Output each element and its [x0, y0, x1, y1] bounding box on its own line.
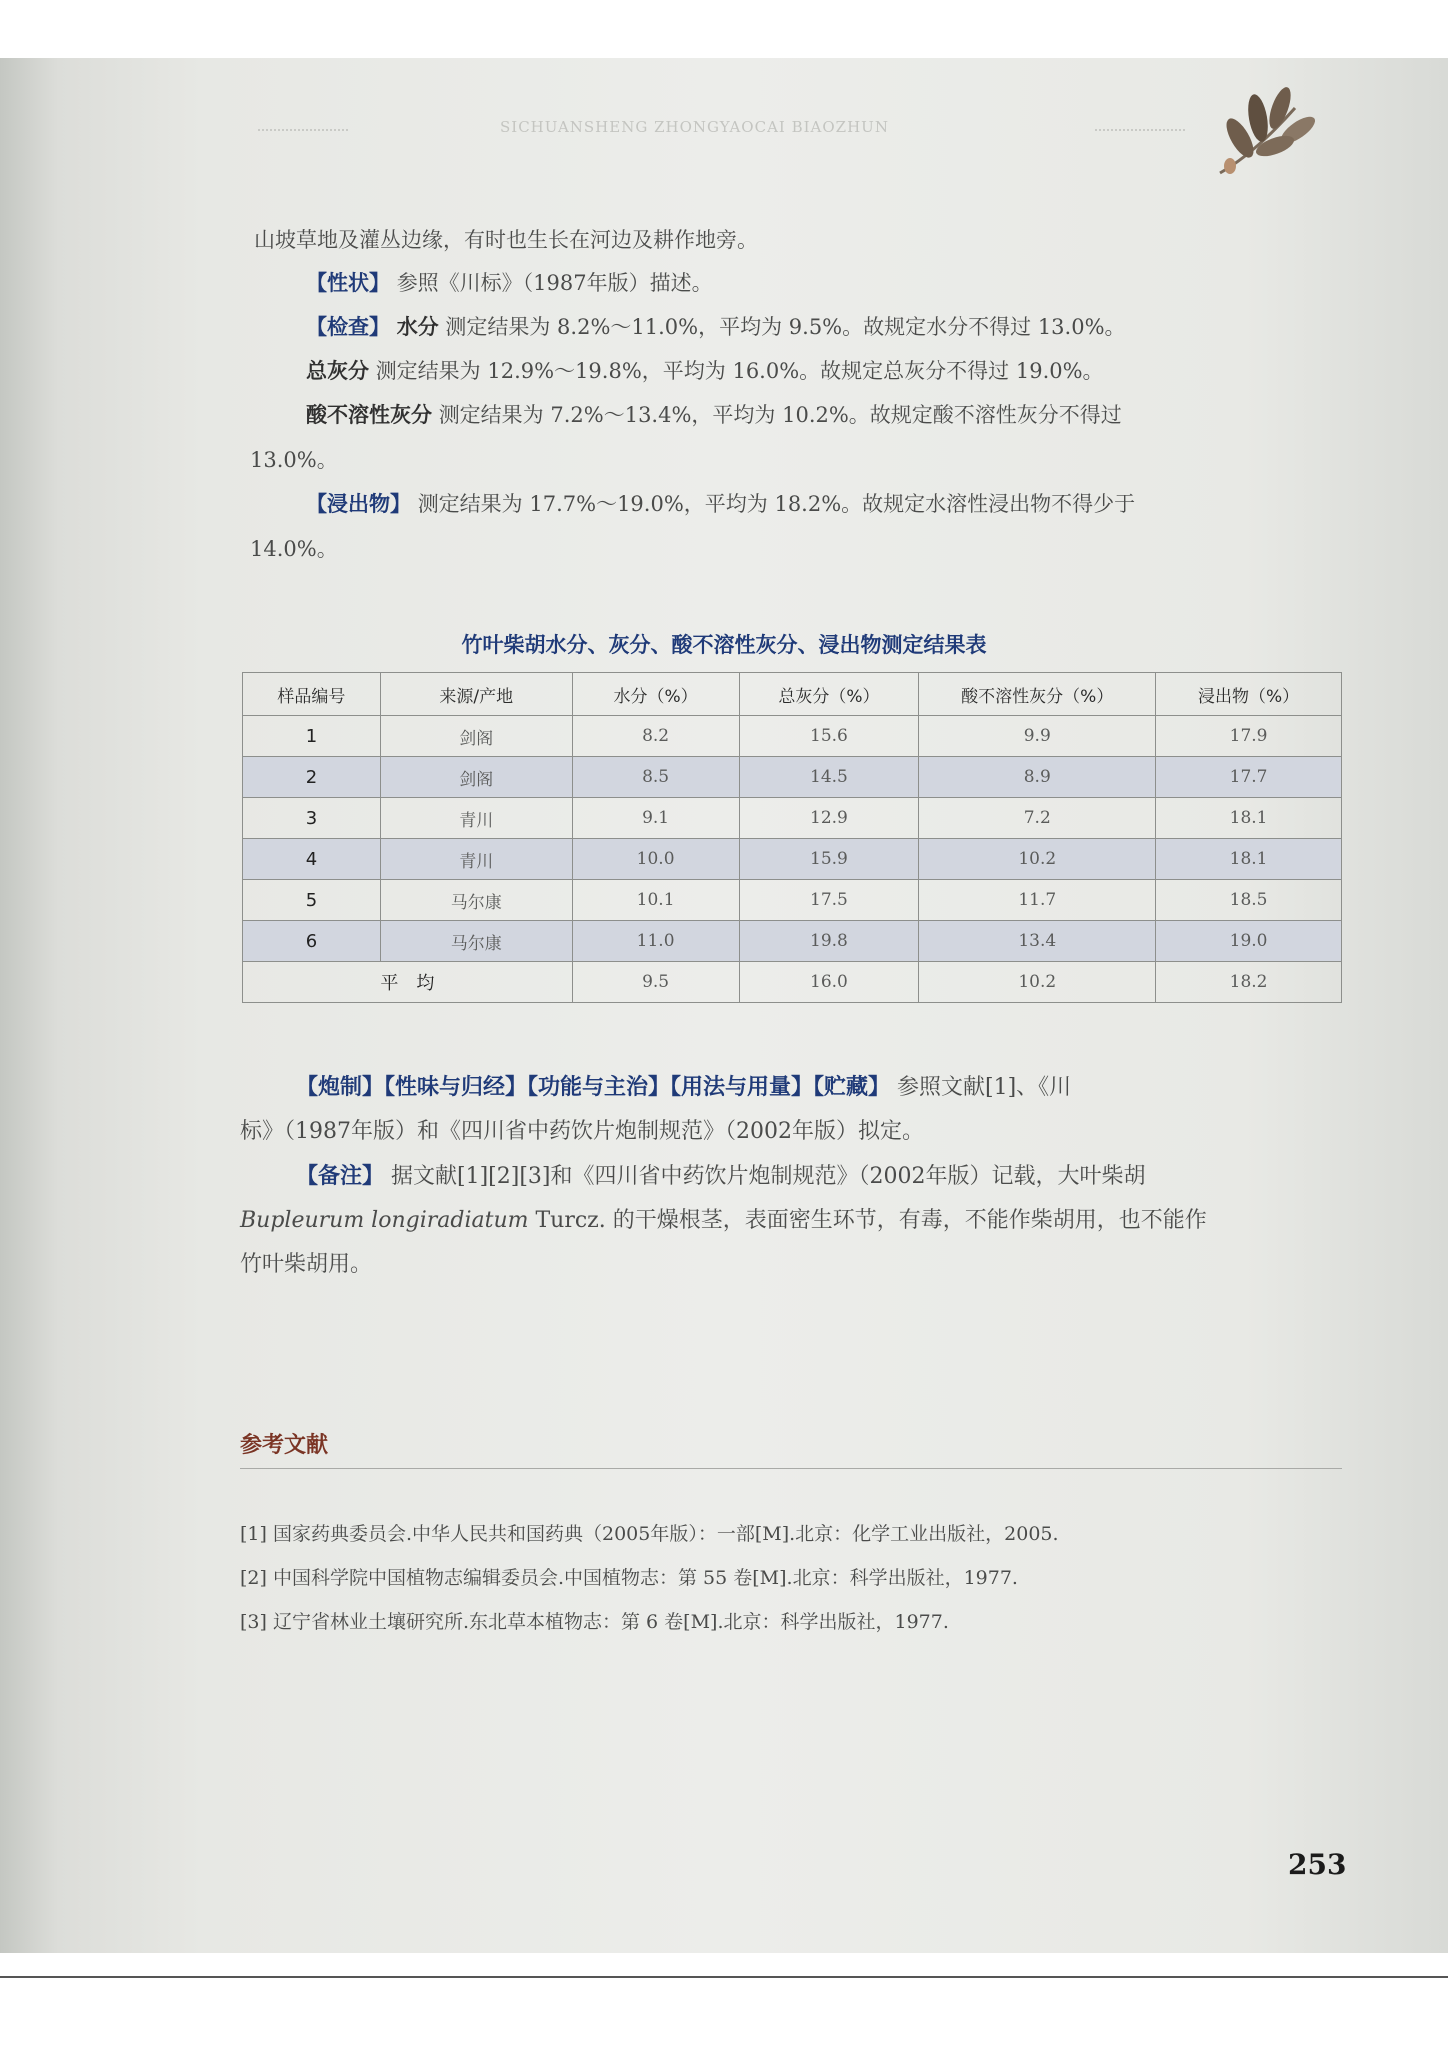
- cell-total-ash: 14.5: [739, 757, 919, 798]
- paragraph-remarks-line3: 竹叶柴胡用。: [240, 1252, 373, 1277]
- cell-extract: 19.0: [1156, 921, 1342, 962]
- cell-origin: 青川: [380, 839, 572, 880]
- cell-origin: 青川: [380, 798, 572, 839]
- cell-moisture: 8.5: [572, 757, 739, 798]
- table-header-row: [243, 673, 1342, 716]
- label-character: 【性状】: [306, 271, 390, 295]
- label-extract: 【浸出物】: [306, 492, 411, 516]
- text-remarks-line2: Turcz. 的干燥根茎，表面密生环节，有毒，不能作柴胡用，也不能作: [535, 1208, 1207, 1233]
- term-acid-insoluble-ash: 酸不溶性灰分: [306, 403, 432, 427]
- text-moisture: 测定结果为 8.2%～11.0%，平均为 9.5%。故规定水分不得过 13.0%。: [445, 315, 1126, 339]
- cell-acid-insoluble-ash: 13.4: [919, 921, 1156, 962]
- cell-moisture: 10.0: [572, 839, 739, 880]
- paragraph-acid-insoluble-ash-cont: 13.0%。: [250, 448, 338, 472]
- col-header-total-ash: 总灰分（%）: [739, 673, 919, 716]
- cell-extract: 17.7: [1156, 757, 1342, 798]
- col-header-moisture: 水分（%）: [572, 673, 739, 716]
- cell-moisture: 11.0: [572, 921, 739, 962]
- cell-extract: 18.5: [1156, 880, 1342, 921]
- cell-average-extract: 18.2: [1156, 962, 1342, 1003]
- page-number: 253: [1288, 1848, 1347, 1881]
- leaf-branch-icon: [1200, 68, 1330, 188]
- cell-origin: 剑阁: [380, 757, 572, 798]
- cell-extract: 17.9: [1156, 716, 1342, 757]
- cell-average-moisture: 9.5: [572, 962, 739, 1003]
- scan-bottom-rule: [0, 1976, 1448, 1978]
- paragraph-total-ash: [306, 356, 1406, 386]
- cell-acid-insoluble-ash: 8.9: [919, 757, 1156, 798]
- references-title: 参考文献: [240, 1433, 329, 1458]
- book-page: [0, 58, 1448, 1953]
- label-processing-group: 【炮制】【性味与归经】【功能与主治】【用法与用量】【贮藏】: [296, 1075, 891, 1100]
- cell-origin: 马尔康: [380, 921, 572, 962]
- table-row: [243, 757, 1342, 798]
- text-character: 参照《川标》（1987年版）描述。: [396, 271, 713, 295]
- cell-extract: 18.1: [1156, 839, 1342, 880]
- table-title: 竹叶柴胡水分、灰分、酸不溶性灰分、浸出物测定结果表: [461, 632, 987, 657]
- cell-sample-no: 1: [243, 716, 381, 757]
- cell-average-acid-insoluble-ash: 10.2: [919, 962, 1156, 1003]
- cell-sample-no: 6: [243, 921, 381, 962]
- cell-acid-insoluble-ash: 7.2: [919, 798, 1156, 839]
- cell-sample-no: 3: [243, 798, 381, 839]
- references-divider: [240, 1468, 1342, 1469]
- cell-total-ash: 19.8: [739, 921, 919, 962]
- running-title: SICHUANSHENG ZHONGYAOCAI BIAOZHUN: [500, 118, 889, 136]
- cell-acid-insoluble-ash: 10.2: [919, 839, 1156, 880]
- paragraph-extract: [306, 489, 1406, 519]
- cell-sample-no: 2: [243, 757, 381, 798]
- cell-total-ash: 12.9: [739, 798, 919, 839]
- paragraph-processing-cont: 标》（1987年版）和《四川省中药饮片炮制规范》（2002年版）拟定。: [240, 1119, 924, 1144]
- label-inspection: 【检查】: [306, 315, 390, 339]
- cell-origin: 马尔康: [380, 880, 572, 921]
- paragraph-character: [306, 268, 1406, 298]
- latin-name: Bupleurum longiradiatum: [240, 1208, 529, 1233]
- header-dotted-rule-right: [1095, 129, 1185, 131]
- label-remarks: 【备注】: [296, 1164, 385, 1189]
- paragraph-extract-cont: 14.0%。: [250, 537, 338, 561]
- text-processing: 参照文献[1]、《川: [897, 1075, 1072, 1100]
- cell-sample-no: 5: [243, 880, 381, 921]
- col-header-extract: 浸出物（%）: [1156, 673, 1342, 716]
- cell-acid-insoluble-ash: 9.9: [919, 716, 1156, 757]
- paragraph-acid-insoluble-ash: [306, 400, 1406, 430]
- table-average-row: [243, 962, 1342, 1003]
- text-total-ash: 测定结果为 12.9%～19.8%，平均为 16.0%。故规定总灰分不得过 19.0%。: [375, 359, 1104, 383]
- paragraph-inspection: [306, 312, 1406, 342]
- term-moisture: 水分: [396, 315, 439, 339]
- col-header-acid-insoluble-ash: 酸不溶性灰分（%）: [919, 673, 1156, 716]
- table-row: [243, 839, 1342, 880]
- cell-moisture: 9.1: [572, 798, 739, 839]
- cell-total-ash: 15.9: [739, 839, 919, 880]
- results-table: [242, 672, 1342, 1003]
- col-header-sample-no: 样品编号: [243, 673, 381, 716]
- text-extract: 测定结果为 17.7%～19.0%，平均为 18.2%。故规定水溶性浸出物不得少于: [417, 492, 1136, 516]
- text-acid-insoluble-ash: 测定结果为 7.2%～13.4%，平均为 10.2%。故规定酸不溶性灰分不得过: [438, 403, 1122, 427]
- cell-moisture: 8.2: [572, 716, 739, 757]
- cell-extract: 18.1: [1156, 798, 1342, 839]
- term-total-ash: 总灰分: [306, 359, 369, 383]
- reference-item: [3] 辽宁省林业土壤研究所.东北草本植物志：第 6 卷[M].北京：科学出版社，1977.: [240, 1611, 949, 1633]
- header-dotted-rule-left: [258, 129, 348, 131]
- paragraph-remarks-line2: [240, 1206, 1340, 1236]
- table-row: [243, 921, 1342, 962]
- table-row: [243, 880, 1342, 921]
- cell-total-ash: 15.6: [739, 716, 919, 757]
- table-row: [243, 798, 1342, 839]
- cell-moisture: 10.1: [572, 880, 739, 921]
- col-header-origin: 来源/产地: [380, 673, 572, 716]
- text-remarks: 据文献[1][2][3]和《四川省中药饮片炮制规范》（2002年版）记载，大叶柴胡: [391, 1164, 1146, 1189]
- cell-origin: 剑阁: [380, 716, 572, 757]
- reference-item: [1] 国家药典委员会.中华人民共和国药典（2005年版）：一部[M].北京：化学工业出版社，2005.: [240, 1523, 1059, 1545]
- cell-sample-no: 4: [243, 839, 381, 880]
- reference-item: [2] 中国科学院中国植物志编辑委员会.中国植物志：第 55 卷[M].北京：科学出版社，1977.: [240, 1567, 1018, 1589]
- cell-average-label: 平 均: [243, 962, 573, 1003]
- cell-average-total-ash: 16.0: [739, 962, 919, 1003]
- paragraph-habitat: 山坡草地及灌丛边缘，有时也生长在河边及耕作地旁。: [254, 228, 758, 252]
- cell-acid-insoluble-ash: 11.7: [919, 880, 1156, 921]
- cell-total-ash: 17.5: [739, 880, 919, 921]
- paragraph-remarks: [296, 1162, 1396, 1192]
- paragraph-processing: [296, 1073, 1396, 1103]
- table-row: [243, 716, 1342, 757]
